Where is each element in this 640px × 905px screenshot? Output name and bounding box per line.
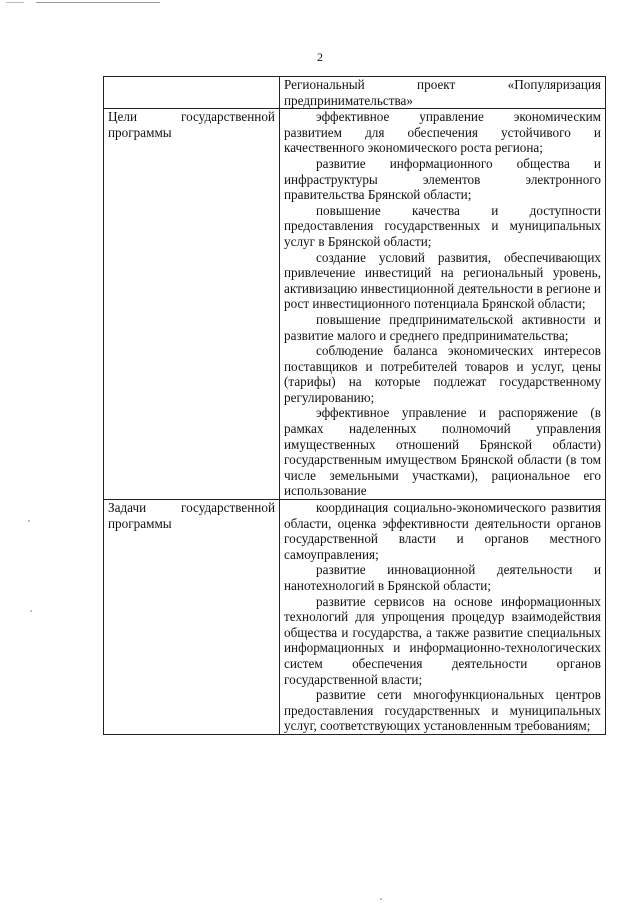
row-content-cell [280, 109, 606, 500]
row-label-cell [104, 77, 280, 109]
project-text: Региональный проект «Популяризация предпринимательства» [284, 77, 601, 108]
scan-speck [28, 520, 30, 522]
row-label-cell [104, 500, 280, 735]
goal-paragraph: соблюдение баланса экономических интересов поставщиков и потребителей товаров и услуг, цены (тарифы) на которые подлежат государственному регулированию; [284, 343, 601, 405]
tasks-label: Задачи государственной программы [108, 500, 275, 531]
goal-paragraph: развитие информационного общества и инфраструктуры элементов электронного правительства Брянской области; [284, 155, 601, 203]
program-passport-table [103, 76, 606, 735]
scan-speck [30, 610, 32, 612]
task-paragraph: координация социально-экономического развития области, оценка эффективности деятельности органов государственной власти и органов местного самоуправления; [284, 500, 601, 562]
task-paragraph: развитие сети многофункциональных центров предоставления государственных и муниципальных услуг, соответствующих установленным требованиям; [284, 687, 601, 734]
goals-label: Цели государственной программы [108, 109, 275, 140]
goal-paragraph: повышение предпринимательской активности и развитие малого и среднего предпринимательства; [284, 311, 601, 343]
task-paragraph: развитие сервисов на основе информационных технологий для упрощения процедур взаимодействия общества и государства, а также развитие специальных информационных и информационно-технологических систем обеспечения деятельности органов государственной власти; [284, 593, 601, 687]
task-paragraph: развитие инновационной деятельности и нанотехнологий в Брянской области; [284, 562, 601, 593]
row-label-cell [104, 109, 280, 500]
table-row-project [104, 77, 606, 109]
scan-speck [380, 898, 382, 900]
row-content-cell [280, 500, 606, 735]
scan-mark [36, 2, 160, 3]
table-row-goals [104, 109, 606, 500]
goal-paragraph: повышение качества и доступности предоставления государственных и муниципальных услуг в Брянской области; [284, 202, 601, 249]
goal-paragraph: эффективное управление и распоряжение (в рамках наделенных полномочий управления имущественных отношений Брянской области) государственным имуществом Брянской области (в том числе земельными участками), рациональное его использование [284, 405, 601, 499]
scan-mark [6, 2, 24, 3]
goal-paragraph: эффективное управление экономическим развитием для обеспечения устойчивого и качественного экономического роста региона; [284, 109, 601, 156]
page-number: 2 [317, 50, 323, 64]
row-content-cell [280, 77, 606, 109]
goal-paragraph: создание условий развития, обеспечивающих привлечение инвестиций на региональный уровень, активизацию инвестиционной деятельности в регионе и рост инвестиционного потенциала Брянской области; [284, 249, 601, 312]
table-row-tasks [104, 500, 606, 735]
